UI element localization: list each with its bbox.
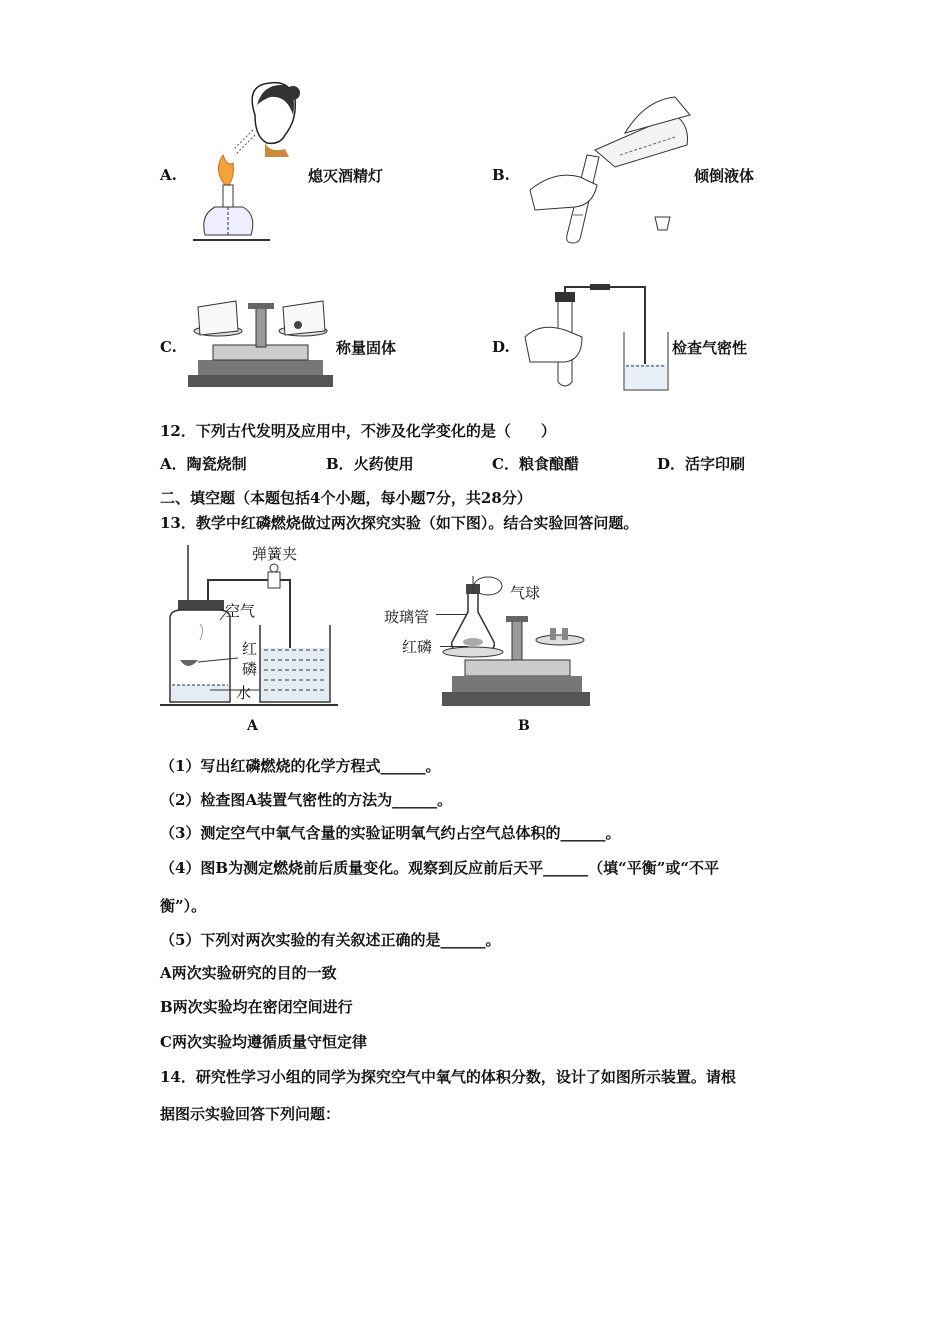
air-label: 空气 xyxy=(225,602,256,620)
leader-line xyxy=(436,614,466,615)
option-letter: B. xyxy=(492,166,510,184)
phosphorus-label-1: 红 xyxy=(242,640,258,658)
question-stem: 12．下列古代发明及应用中，不涉及化学变化的是（ ） xyxy=(160,422,556,440)
clip-label: 弹簧夹 xyxy=(252,545,298,563)
question-stem: 13．教学中红磷燃烧做过两次探究实验（如下图）。结合实验回答问题。 xyxy=(160,514,639,532)
airtightness-illustration xyxy=(520,282,670,392)
sub-question-4-cont: 衡”）。 xyxy=(160,897,207,915)
option-caption: 倾倒液体 xyxy=(694,167,755,185)
pour-liquid-illustration xyxy=(525,95,695,245)
sub-question-1: （1）写出红磷燃烧的化学方程式______。 xyxy=(160,757,441,775)
sub-question-3: （3）测定空气中氧气含量的实验证明氧气约占空气总体积的______。 xyxy=(160,824,621,842)
option-letter: D. xyxy=(492,338,510,356)
sub-question-4: （4）图B为测定燃烧前后质量变化。观察到反应前后天平______（填“平衡”或“不平 xyxy=(160,859,720,877)
option-caption: 检查气密性 xyxy=(672,339,748,357)
q14-line-1: 14．研究性学习小组的同学为探究空气中氧气的体积分数，设计了如图所示装置。请根 xyxy=(160,1068,736,1086)
sub-question-2: （2）检查图A装置气密性的方法为______。 xyxy=(160,791,453,809)
phosphorus-label-2: 磷 xyxy=(242,660,258,678)
sub-question-5: （5）下列对两次实验的有关叙述正确的是______。 xyxy=(160,931,501,949)
option-letter: C. xyxy=(160,338,177,356)
option-a: A两次实验研究的目的一致 xyxy=(160,964,337,982)
option-caption: 称量固体 xyxy=(336,339,397,357)
water-label: 水 xyxy=(236,684,252,702)
leader-line xyxy=(440,646,468,647)
red-phosphorus-label: 红磷 xyxy=(402,638,433,656)
figure-b-caption: B xyxy=(518,718,530,734)
extinguish-lamp-illustration xyxy=(185,75,300,245)
choice-c: C．粮食酿醋 xyxy=(492,455,579,473)
choice-d: D．活字印刷 xyxy=(657,455,746,473)
option-b: B两次实验均在密闭空间进行 xyxy=(160,998,353,1016)
choice-b: B．火药使用 xyxy=(326,455,414,473)
balance-illustration xyxy=(188,295,333,393)
option-letter: A. xyxy=(160,166,177,184)
balloon-label: 气球 xyxy=(510,584,541,602)
option-c: C两次实验均遵循质量守恒定律 xyxy=(160,1033,367,1051)
option-caption: 熄灭酒精灯 xyxy=(308,167,384,185)
glass-tube-label: 玻璃管 xyxy=(384,608,430,626)
q14-line-2: 据图示实验回答下列问题： xyxy=(160,1105,341,1123)
choice-a: A．陶瓷烧制 xyxy=(160,455,247,473)
figure-a-caption: A xyxy=(247,718,258,734)
section-heading: 二、填空题（本题包括4个小题，每小题7分，共28分） xyxy=(160,489,532,507)
